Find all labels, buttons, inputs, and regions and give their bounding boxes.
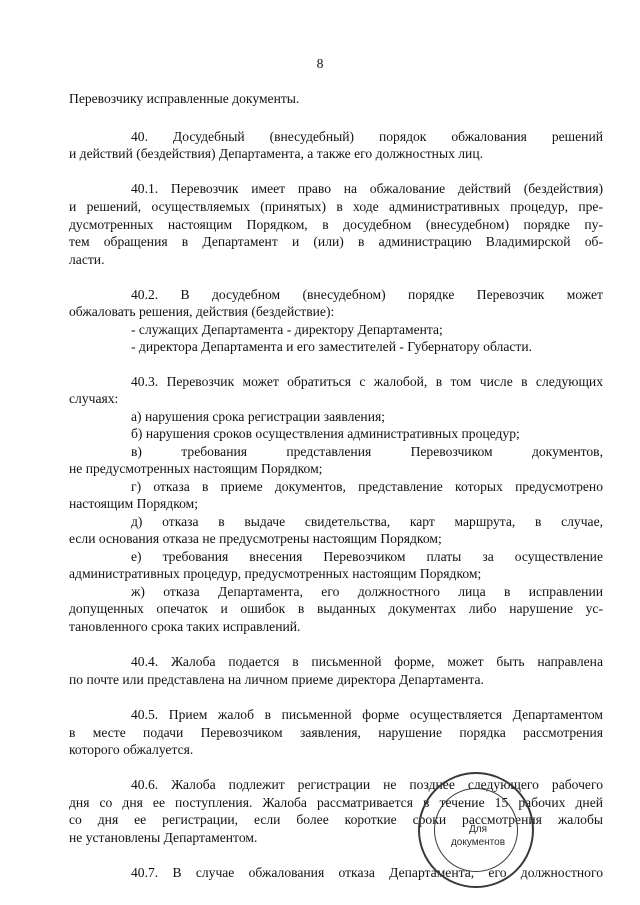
text-line: 40.3. Перевозчик может обратиться с жалобой, в том числе в следующих: [131, 374, 603, 389]
text-line: Перевозчику исправленные документы.: [69, 91, 300, 106]
text-line: - директора Департамента и его заместителей - Губернатору области.: [131, 339, 532, 354]
text-line: 40.6. Жалоба подлежит регистрации не позднее следующего рабочего: [131, 777, 603, 792]
text-line: административных процедур, предусмотренных настоящим Порядком;: [69, 566, 482, 581]
text-line: б) нарушения сроков осуществления административных процедур;: [131, 426, 520, 441]
stamp: [418, 772, 534, 888]
text-line: 40.2. В досудебном (внесудебном) порядке Перевозчик может: [131, 287, 603, 302]
text-line: случаях:: [69, 391, 119, 406]
text-line: е) требования внесения Перевозчиком платы за осуществление: [131, 549, 603, 564]
text-line: 40.7. В случае обжалования отказа Департамента, его должностного: [131, 865, 603, 880]
text-line: д) отказа в выдаче свидетельства, карт маршрута, в случае,: [131, 514, 603, 529]
text-line: настоящим Порядком;: [69, 496, 199, 511]
text-line: 40.4. Жалоба подается в письменной форме, может быть направлена: [131, 654, 603, 669]
text-line: и решений, осуществляемых (принятых) в ходе административных процедур, пре-: [69, 199, 603, 214]
text-line: дусмотренных настоящим Порядком, в досудебном (внесудебном) порядке пу-: [69, 217, 603, 232]
text-line: ж) отказа Департамента, его должностного лица в исправлении: [131, 584, 603, 599]
text-line: г) отказа в приеме документов, представление которых предусмотрено: [131, 479, 603, 494]
text-line: дня со дня ее поступления. Жалоба рассматривается в течение 15 рабочих дней: [69, 795, 603, 810]
text-line: по почте или представлена на личном приеме директора Департамента.: [69, 672, 484, 687]
text-line: 40.5. Прием жалоб в письменной форме осуществляется Департаментом: [131, 707, 603, 722]
text-line: - служащих Департамента - директору Департамента;: [131, 322, 443, 337]
text-line: а) нарушения срока регистрации заявления;: [131, 409, 386, 424]
text-line: тем обращения в Департамент и (или) в администрацию Владимирской об-: [69, 234, 603, 249]
text-line: в месте подачи Перевозчиком заявления, нарушение порядка рассмотрения: [69, 725, 603, 740]
text-line: обжаловать решения, действия (бездействие):: [69, 304, 335, 319]
stamp-text: документов: [450, 837, 506, 848]
text-line: которого обжалуется.: [69, 742, 194, 757]
stamp-text: Для: [468, 824, 488, 835]
text-line: со дня ее регистрации, если более короткие сроки рассмотрения жалобы: [69, 812, 603, 827]
text-line: ласти.: [69, 252, 105, 267]
text-line: 40.1. Перевозчик имеет право на обжалование действий (бездействия): [131, 181, 603, 196]
page-number: 8: [316, 56, 324, 71]
text-line: не установлены Департаментом.: [69, 830, 258, 845]
text-line: если основания отказа не предусмотрены настоящим Порядком;: [69, 531, 442, 546]
text-line: тановленного срока таких исправлений.: [69, 619, 301, 634]
text-line: 40. Досудебный (внесудебный) порядок обжалования решений: [131, 129, 603, 144]
text-line: и действий (бездействия) Департамента, а также его должностных лиц.: [69, 146, 483, 161]
text-line: не предусмотренных настоящим Порядком;: [69, 461, 323, 476]
text-line: допущенных опечаток и ошибок в выданных документах либо нарушение ус-: [69, 601, 603, 616]
text-line: в) требования представления Перевозчиком документов,: [131, 444, 603, 459]
